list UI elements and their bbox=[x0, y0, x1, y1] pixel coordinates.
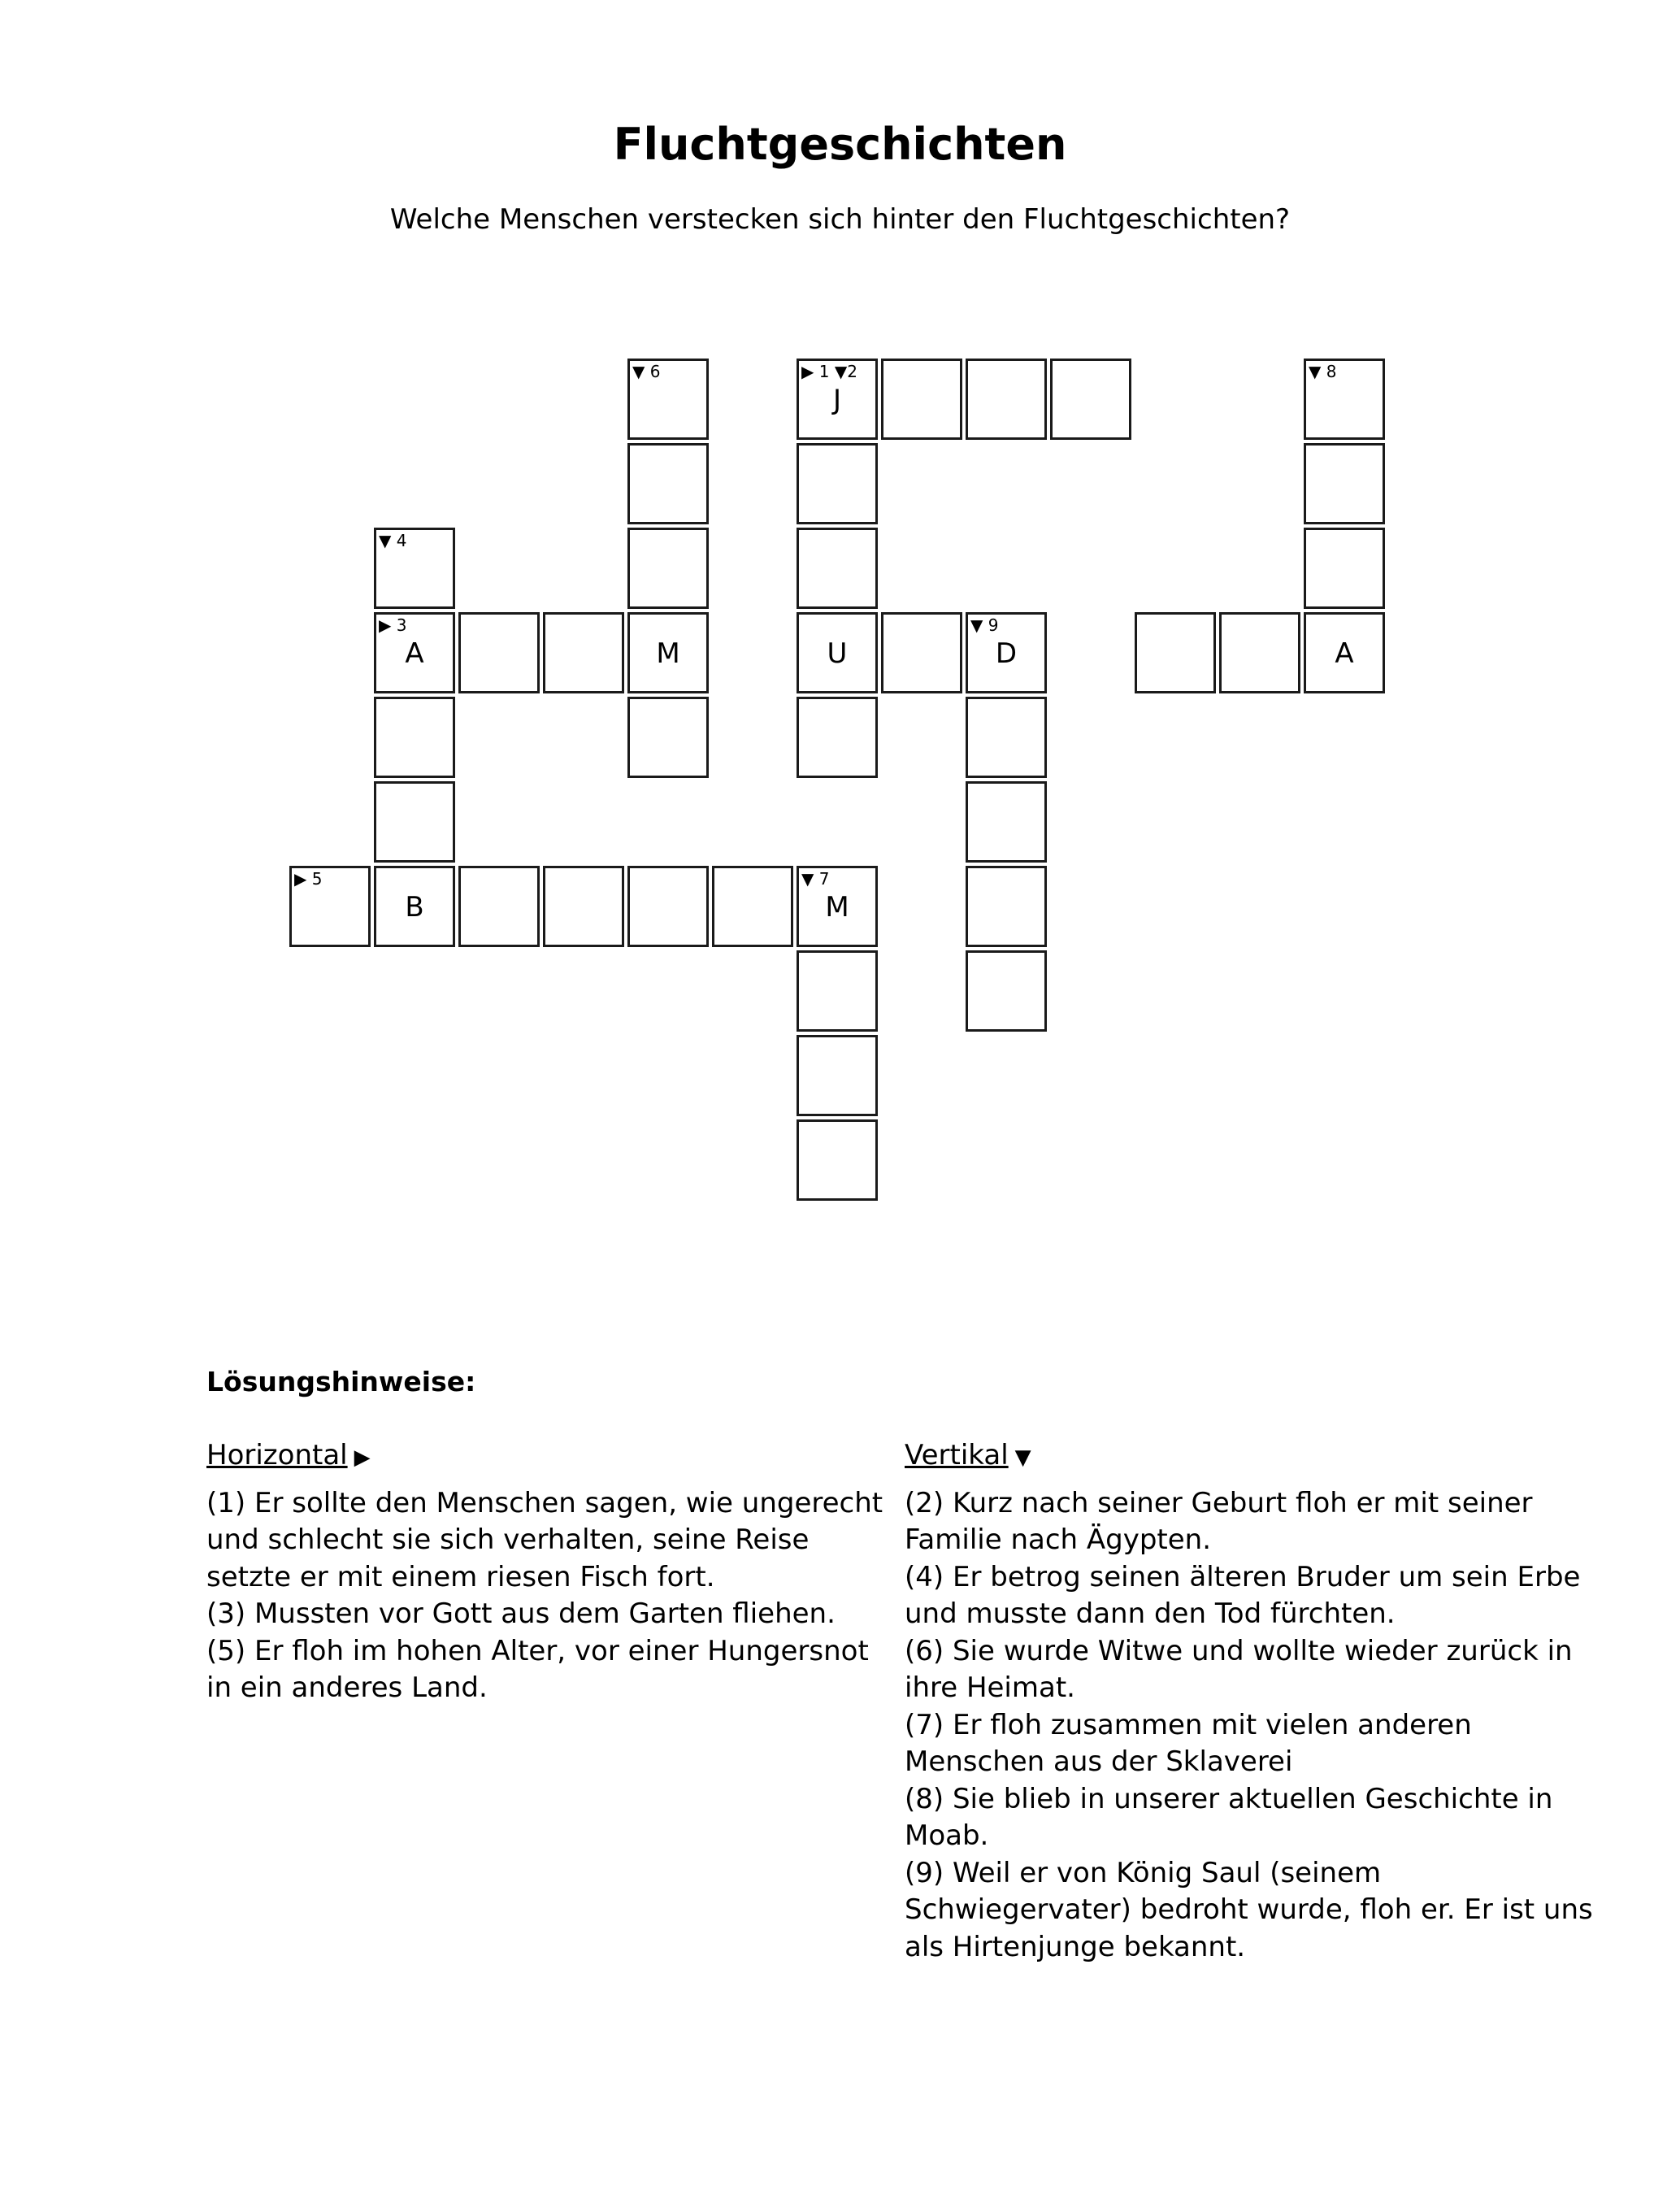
horizontal-heading bbox=[206, 1437, 897, 1477]
clue-across-5: (5) Er floh im hohen Alter, vor einer Hungersnot in ein anderes Land. bbox=[206, 1634, 869, 1704]
crossword-cell[interactable] bbox=[797, 443, 878, 524]
crossword-cell[interactable] bbox=[1219, 612, 1300, 693]
crossword-cell[interactable] bbox=[881, 612, 962, 693]
crossword-cell[interactable] bbox=[1135, 612, 1216, 693]
crossword-cell[interactable] bbox=[797, 359, 878, 440]
crossword-cell[interactable] bbox=[458, 866, 540, 947]
crossword-cell[interactable] bbox=[797, 697, 878, 778]
vertical-heading bbox=[905, 1437, 1595, 1477]
cell-letter: J bbox=[832, 384, 842, 416]
crossword-cell[interactable] bbox=[966, 359, 1047, 440]
crossword-cell[interactable] bbox=[543, 612, 624, 693]
crossword-cell[interactable] bbox=[374, 866, 455, 947]
clue-number: ▼ 4 bbox=[379, 531, 407, 550]
hints-heading: Lösungshinweise: bbox=[206, 1366, 476, 1397]
crossword-cell[interactable] bbox=[374, 697, 455, 778]
crossword-cell[interactable] bbox=[797, 612, 878, 693]
crossword-cell[interactable] bbox=[627, 443, 709, 524]
clue-down-6: (6) Sie wurde Witwe und wollte wieder zurück in ihre Heimat. bbox=[905, 1634, 1573, 1704]
clue-down-7: (7) Er floh zusammen mit vielen anderen Menschen aus der Sklaverei bbox=[905, 1708, 1472, 1778]
clue-number: ▶ 3 bbox=[379, 615, 407, 635]
crossword-cell[interactable] bbox=[627, 866, 709, 947]
crossword-cell[interactable] bbox=[374, 612, 455, 693]
crossword-cell[interactable] bbox=[797, 528, 878, 609]
clue-down-2: (2) Kurz nach seiner Geburt floh er mit seiner Familie nach Ägypten. bbox=[905, 1486, 1533, 1556]
arrow-right-icon: ▶ bbox=[354, 1445, 371, 1470]
crossword-cell[interactable] bbox=[627, 528, 709, 609]
crossword-cell[interactable] bbox=[797, 1035, 878, 1116]
crossword-cell[interactable] bbox=[797, 1119, 878, 1201]
crossword-cell[interactable] bbox=[797, 950, 878, 1032]
clue-down-8: (8) Sie blieb in unserer aktuellen Geschichte in Moab. bbox=[905, 1782, 1553, 1852]
clue-number: ▼ 8 bbox=[1309, 362, 1337, 381]
crossword-cell[interactable] bbox=[374, 528, 455, 609]
arrow-down-icon: ▼ bbox=[1014, 1445, 1031, 1470]
crossword-cell[interactable] bbox=[966, 612, 1047, 693]
crossword-cell[interactable] bbox=[627, 359, 709, 440]
crossword-cell[interactable] bbox=[712, 866, 793, 947]
cell-letter: A bbox=[405, 637, 424, 670]
crossword-cell[interactable] bbox=[966, 781, 1047, 863]
crossword-cell[interactable] bbox=[1304, 359, 1385, 440]
cell-letter: M bbox=[656, 637, 680, 670]
clue-number: ▼ 6 bbox=[632, 362, 661, 381]
vertical-heading-label: Vertikal bbox=[905, 1439, 1009, 1471]
crossword-cell[interactable] bbox=[543, 866, 624, 947]
clue-across-1: (1) Er sollte den Menschen sagen, wie ungerecht und schlecht sie sich verhalten, seine Reise setzte er mit einem riesen Fisch fort. bbox=[206, 1486, 883, 1593]
cell-letter: M bbox=[825, 891, 849, 924]
page-title: Fluchtgeschichten bbox=[613, 119, 1067, 170]
clue-number: ▶ 5 bbox=[294, 869, 323, 889]
clue-number: ▶ 1 ▼2 bbox=[801, 362, 857, 381]
clue-across-3: (3) Mussten vor Gott aus dem Garten fliehen. bbox=[206, 1597, 836, 1630]
crossword-cell[interactable] bbox=[1304, 528, 1385, 609]
crossword-cell[interactable] bbox=[1304, 443, 1385, 524]
crossword-cell[interactable] bbox=[797, 866, 878, 947]
clue-down-9: (9) Weil er von König Saul (seinem Schwiegervater) bedroht wurde, floh er. Er ist uns als Hirtenjunge bekannt. bbox=[905, 1856, 1593, 1963]
crossword-cell[interactable] bbox=[966, 697, 1047, 778]
crossword-cell[interactable] bbox=[966, 866, 1047, 947]
horizontal-heading-label: Horizontal bbox=[206, 1439, 348, 1471]
cell-letter: D bbox=[995, 637, 1018, 670]
vertical-clues bbox=[905, 1437, 1595, 1966]
crossword-cell[interactable] bbox=[881, 359, 962, 440]
crossword-cell[interactable] bbox=[374, 781, 455, 863]
clue-number: ▼ 7 bbox=[801, 869, 830, 889]
crossword-cell[interactable] bbox=[966, 950, 1047, 1032]
cell-letter: A bbox=[1335, 637, 1354, 670]
crossword-cell[interactable] bbox=[627, 612, 709, 693]
clue-number: ▼ 9 bbox=[970, 615, 999, 635]
crossword-cell[interactable] bbox=[458, 612, 540, 693]
crossword-cell[interactable] bbox=[1304, 612, 1385, 693]
crossword-cell[interactable] bbox=[289, 866, 371, 947]
cell-letter: B bbox=[405, 891, 424, 924]
cell-letter: U bbox=[827, 637, 848, 670]
crossword-cell[interactable] bbox=[627, 697, 709, 778]
clue-down-4: (4) Er betrog seinen älteren Bruder um sein Erbe und musste dann den Tod fürchten. bbox=[905, 1560, 1581, 1630]
horizontal-clues bbox=[206, 1437, 897, 1707]
page-subtitle: Welche Menschen verstecken sich hinter den Fluchtgeschichten? bbox=[389, 203, 1291, 236]
crossword-cell[interactable] bbox=[1050, 359, 1131, 440]
